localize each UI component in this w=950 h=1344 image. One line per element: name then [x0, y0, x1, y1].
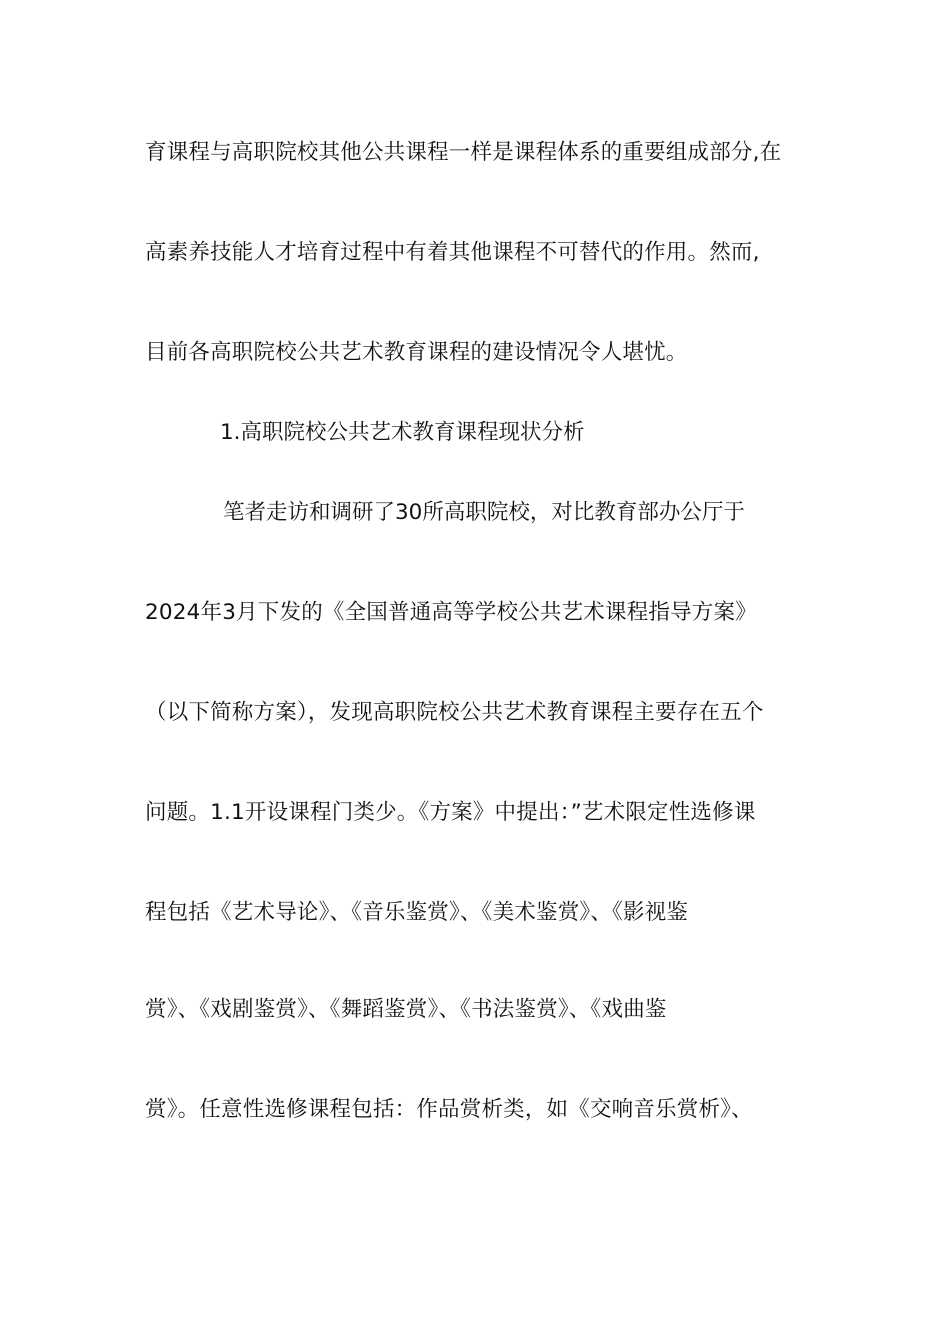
body-text-line-7: （以下简称方案），发现高职院校公共艺术教育课程主要存在五个: [145, 700, 764, 725]
body-text-line-11: 赏》。任意性选修课程包括：作品赏析类，如《交响音乐赏析》、: [145, 1097, 753, 1122]
body-text-line-1: 育课程与高职院校其他公共课程一样是课程体系的重要组成部分,在: [145, 140, 782, 165]
body-text-line-5: 笔者走访和调研了30所高职院校，对比教育部办公厅于: [223, 500, 745, 525]
section-heading: 1.高职院校公共艺术教育课程现状分析: [220, 420, 585, 445]
body-text-line-6: 2024年3月下发的《全国普通高等学校公共艺术课程指导方案》: [145, 600, 757, 625]
body-text-line-9: 程包括《艺术导论》、《音乐鉴赏》、《美术鉴赏》、《影视鉴: [145, 900, 689, 925]
body-text-line-2: 高素养技能人才培育过程中有着其他课程不可替代的作用。然而,: [145, 240, 760, 265]
body-text-line-8: 问题。1.1开设课程门类少。《方案》中提出：”艺术限定性选修课: [145, 800, 756, 825]
body-text-line-10: 赏》、《戏剧鉴赏》、《舞蹈鉴赏》、《书法鉴赏》、《戏曲鉴: [145, 997, 667, 1022]
body-text-line-3: 目前各高职院校公共艺术教育课程的建设情况令人堪忧。: [145, 340, 688, 365]
